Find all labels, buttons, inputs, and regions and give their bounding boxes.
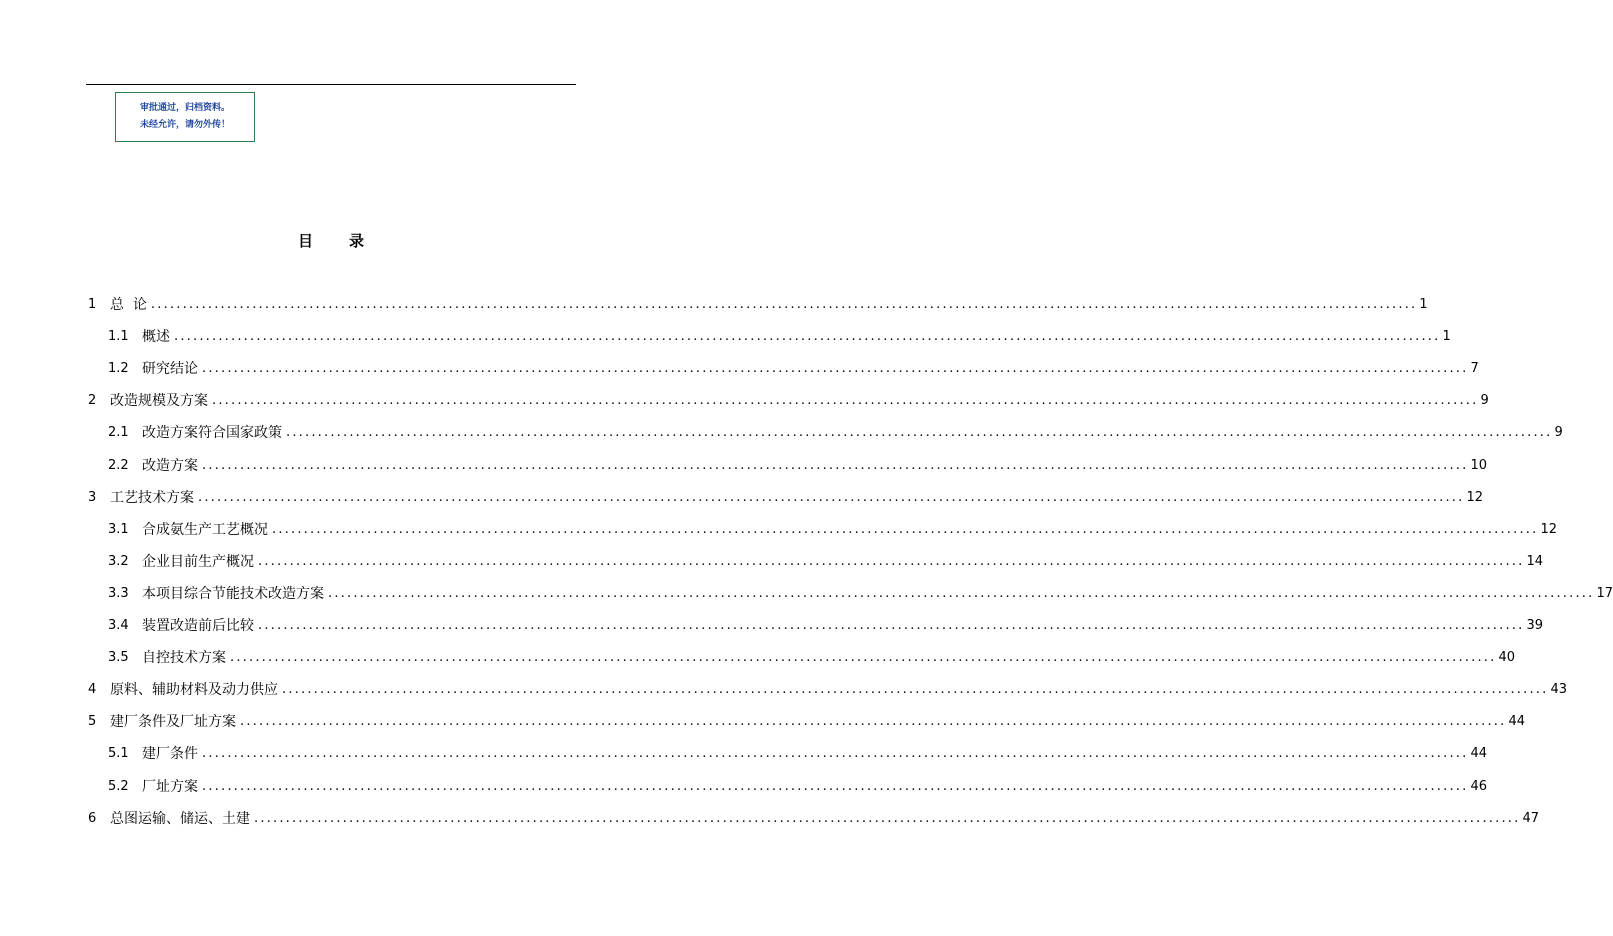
toc-dot-leader: ........................................................................................................................................................................................................ [174,329,1441,345]
toc-entry[interactable] [88,289,1428,321]
toc-entry-number: 3.1 [108,521,129,537]
toc-dot-leader: ........................................................................................................................................................................................................ [282,682,1549,698]
toc-entry[interactable] [108,738,1488,770]
toc-dot-leader: ........................................................................................................................................................................................................ [202,457,1469,473]
toc-title-part-1: 目 [297,232,313,250]
toc-entry-page: 39 [1526,618,1544,633]
toc-entry-number: 2.1 [108,425,129,441]
toc-entry-label: 概述 [142,329,170,346]
toc-entry-page: 1 [1442,329,1451,345]
toc-entry[interactable] [108,353,1479,385]
toc-entry-label: 改造方案符合国家政策 [142,425,282,442]
toc-entry-label: 原料、辅助材料及动力供应 [110,682,278,699]
toc-entry-number: 2 [88,393,97,409]
toc-entry-number: 3.2 [108,553,129,569]
toc-entry-number: 3.5 [108,650,129,666]
toc-entry-label: 建厂条件 [142,746,198,763]
toc-entry-label: 企业目前生产概况 [142,553,254,570]
toc-entry-number: 5 [88,714,97,730]
toc-entry[interactable] [108,771,1488,803]
toc-entry-number: 3.4 [108,618,129,633]
toc-entry-label: 改造方案 [142,457,198,474]
toc-entry-number: 2.2 [108,457,129,473]
toc-dot-leader: ........................................................................................................................................................................................................ [198,489,1465,505]
toc-entry[interactable] [88,482,1484,514]
stamp-line-2: 未经允许，请勿外传！ [139,120,230,130]
header-rule [86,84,576,85]
toc-entry-number: 3.3 [108,585,129,601]
toc-entry-page: 40 [1498,650,1516,666]
toc-entry-page: 44 [1508,714,1526,730]
toc-entry[interactable] [108,546,1544,578]
toc-entry[interactable] [108,642,1516,674]
toc-entry-number: 5.2 [108,778,129,794]
toc-entry-number: 3 [88,489,97,505]
toc-entry-label: 改造规模及方案 [110,393,208,410]
toc-dot-leader: ........................................................................................................................................................................................................ [202,361,1469,377]
toc-entry[interactable] [88,803,1540,835]
toc-dot-leader: ........................................................................................................................................................................................................ [254,810,1521,826]
toc-entry-page: 12 [1540,521,1558,537]
toc-entry-label: 本项目综合节能技术改造方案 [142,585,324,602]
toc-dot-leader: ........................................................................................................................................................................................................ [202,746,1469,762]
toc-title [0,230,662,251]
toc-entry-label: 厂址方案 [142,778,198,795]
toc-dot-leader: ........................................................................................................................................................................................................ [230,650,1497,666]
toc-entry-page: 7 [1470,361,1479,377]
toc-entry[interactable] [108,514,1558,546]
toc-entry-page: 44 [1470,746,1488,762]
toc-entry[interactable] [108,610,1544,642]
toc-entry[interactable] [108,450,1488,482]
toc-entry-page: 1 [1419,297,1428,312]
toc-entry[interactable] [108,321,1451,353]
toc-dot-leader: ........................................................................................................................................................................................................ [272,521,1539,537]
toc-dot-leader: ........................................................................................................................................................................................................ [286,425,1553,441]
toc-entry-label: 工艺技术方案 [110,489,194,506]
toc-entry-label: 总图运输、储运、土建 [110,810,250,827]
toc-entry-page: 9 [1480,393,1489,409]
toc-entry-number: 4 [88,682,97,698]
toc-entry-page: 14 [1526,553,1544,569]
toc-entry-label: 合成氨生产工艺概况 [142,521,268,538]
toc-entry[interactable] [88,385,1489,417]
toc-entry-label: 建厂条件及厂址方案 [110,714,236,731]
toc-entry-label: 研究结论 [142,361,198,378]
toc-entry-number: 1 [88,297,97,312]
toc-entry-number: 5.1 [108,746,129,762]
toc-title-part-2: 录 [349,232,365,250]
toc-entry-page: 46 [1470,778,1488,794]
toc-dot-leader: ........................................................................................................................................................................................................ [150,297,1418,312]
toc-entry-page: 47 [1522,810,1540,826]
toc-entry-number: 1.1 [108,329,129,345]
toc-entry-page: 43 [1550,682,1568,698]
toc-dot-leader: ........................................................................................................................................................................................................ [258,553,1525,569]
toc-entry-label: 自控技术方案 [142,650,226,667]
toc-entry[interactable] [108,578,1613,610]
toc-dot-leader: ........................................................................................................................................................................................................ [328,585,1595,601]
toc-entry-page: 9 [1554,425,1563,441]
toc-entry[interactable] [108,417,1563,449]
toc-entry-number: 1.2 [108,361,129,377]
toc-entry-label: 总 论 [110,297,147,313]
toc-entry-page: 12 [1466,489,1484,505]
toc-dot-leader: ........................................................................................................................................................................................................ [202,778,1469,794]
stamp-line-1: 审批通过，归档资料。 [139,103,230,113]
approval-stamp [115,92,255,142]
toc-entry-number: 6 [88,810,97,826]
toc-dot-leader: ........................................................................................................................................................................................................ [240,714,1507,730]
toc-entry[interactable] [88,674,1568,706]
toc-dot-leader: ........................................................................................................................................................................................................ [258,618,1525,633]
toc-entry-label: 装置改造前后比较 [142,618,254,634]
toc-dot-leader: ........................................................................................................................................................................................................ [212,393,1479,409]
toc-entry[interactable] [88,706,1526,738]
toc-entry-page: 10 [1470,457,1488,473]
toc-entry-page: 17 [1596,585,1613,601]
